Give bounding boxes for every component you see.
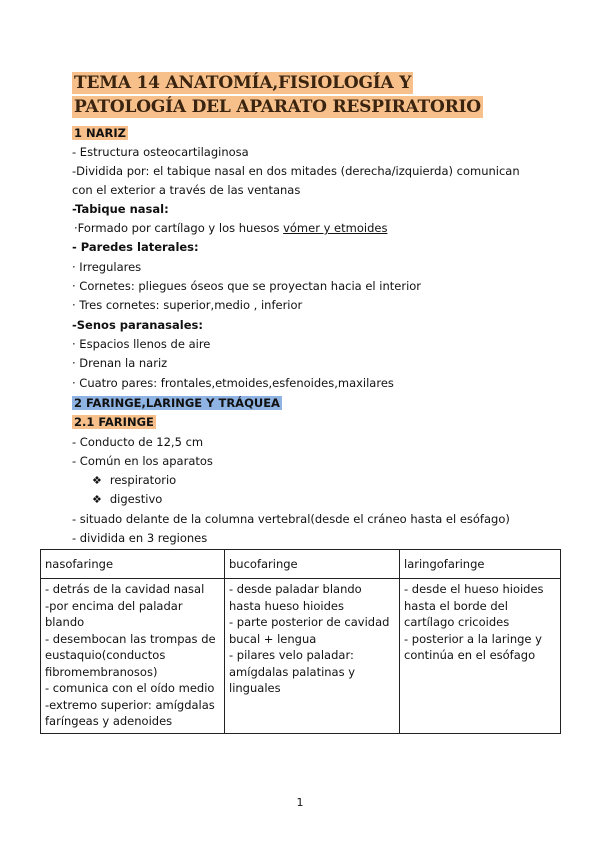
- faringe-subitem-2: [92, 490, 162, 509]
- nariz-line-1: - Estructura osteocartilaginosa: [72, 145, 249, 159]
- senos-item-3: · Cuatro pares: frontales,etmoides,esfenoides,maxilares: [72, 376, 394, 390]
- laringofaringe-cell: [400, 579, 561, 734]
- senos-label: -Senos paranasales:: [72, 318, 203, 332]
- heading-faringe-text: 2.1 FARINGE: [74, 415, 154, 429]
- heading-faringe: [72, 413, 156, 431]
- cell-line: - posterior a la laringe y continúa en el esófago: [404, 631, 542, 662]
- subitem-text: respiratorio: [109, 473, 177, 487]
- cell-line: - desde paladar blando hasta hueso hioides: [229, 582, 362, 613]
- cell-line: - comunica con el oído medio: [45, 681, 215, 695]
- paredes-item-1: · Irregulares: [72, 260, 142, 274]
- page-number: 1: [296, 796, 304, 809]
- cell-line: - desembocan las trompas de eustaquio(conductos fibromembranosos): [45, 631, 216, 679]
- tabique-underlined: vómer y etmoides: [283, 221, 388, 235]
- table-header-cell: bucofaringe: [225, 550, 400, 579]
- nariz-line-3: con el exterior a través de las ventanas: [72, 183, 301, 197]
- cell-line: - parte posterior de cavidad bucal + lengua: [229, 615, 390, 646]
- bucofaringe-cell: [225, 579, 400, 734]
- faringe-regions-table: [40, 549, 561, 734]
- table-header-row: [41, 550, 561, 579]
- paredes-label: - Paredes laterales:: [72, 240, 199, 254]
- subitem-text: digestivo: [109, 492, 163, 506]
- cell-line: - detrás de la cavidad nasal: [45, 582, 205, 596]
- faringe-line-1: - Conducto de 12,5 cm: [72, 435, 204, 449]
- faringe-line-3: - situado delante de la columna vertebral(desde el cráneo hasta el esófago): [72, 512, 510, 526]
- heading-section-2-text: 2 FARINGE,LARINGE Y TRÁQUEA: [74, 396, 280, 410]
- title-line-2: PATOLOGÍA DEL APARATO RESPIRATORIO: [74, 97, 481, 117]
- heading-nariz: [72, 124, 128, 142]
- diamond-bullet-icon: ❖: [92, 493, 102, 506]
- faringe-subitem-1: [92, 471, 176, 490]
- nariz-line-2: -Dividida por: el tabique nasal en dos mitades (derecha/izquierda) comunican: [72, 164, 520, 178]
- cell-line: - desde el hueso hioides hasta el borde del cartílago cricoides: [404, 582, 544, 629]
- nasofaringe-cell: [41, 579, 225, 734]
- table-header-cell: nasofaringe: [41, 550, 225, 579]
- faringe-line-2: - Común en los aparatos: [72, 454, 213, 468]
- table-header-cell: laringofaringe: [400, 550, 561, 579]
- cell-line: -por encima del paladar blando: [45, 598, 183, 629]
- tabique-text: ·Formado por cartílago y los huesos: [74, 221, 284, 235]
- cell-line: -extremo superior: amígdalas faríngeas y adenoides: [45, 697, 215, 728]
- cell-line: - pilares velo paladar: amígdalas palatinas y linguales: [229, 648, 356, 695]
- paredes-item-2: · Cornetes: pliegues óseos que se proyectan hacia el interior: [72, 279, 422, 293]
- heading-section-2: [72, 394, 282, 412]
- tabique-line: [74, 219, 387, 237]
- senos-item-2: · Drenan la nariz: [72, 356, 168, 370]
- tabique-label: -Tabique nasal:: [72, 202, 169, 216]
- title-line-1: TEMA 14 ANATOMÍA,FISIOLOGÍA Y: [74, 73, 412, 93]
- faringe-line-4: - dividida en 3 regiones: [72, 531, 208, 545]
- diamond-bullet-icon: ❖: [92, 474, 102, 487]
- heading-nariz-text: 1 NARIZ: [74, 126, 127, 140]
- paredes-item-3: · Tres cornetes: superior,medio , inferior: [72, 298, 303, 312]
- senos-item-1: · Espacios llenos de aire: [72, 337, 211, 351]
- table-row: [41, 579, 561, 734]
